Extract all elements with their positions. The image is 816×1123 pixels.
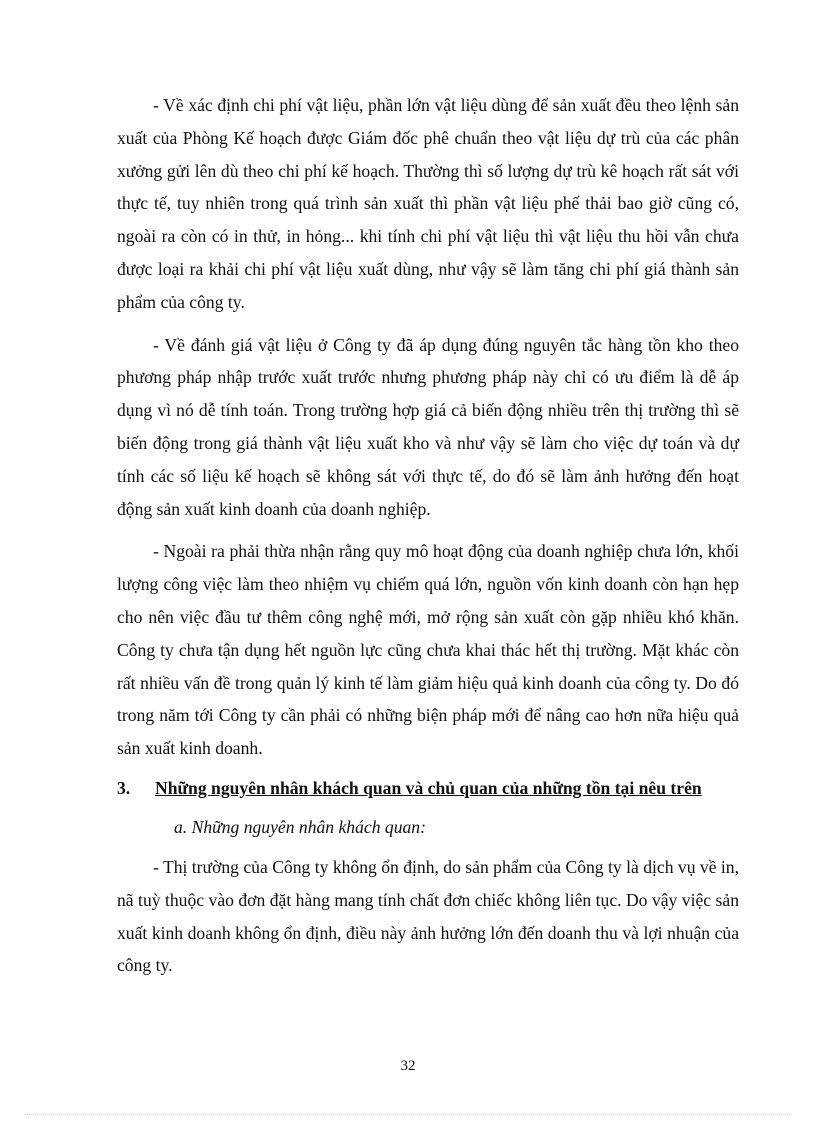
page-border-divider xyxy=(24,1114,792,1115)
paragraph-material-cost: - Về xác định chi phí vật liệu, phần lớn vật liệu dùng để sản xuất đều theo lệnh sản xuất của Phòng Kế hoạch được Giám đốc phê chuẩn theo vật liệu dự trù của các phân xưởng gửi lên dù theo chi phí kế hoạch. Thường thì số lượng dự trù kê hoạch rất sát với thực tế, tuy nhiên trong quá trình sản xuất thì phần vật liệu phế thải bao giờ cũng có, ngoài ra còn có in thử, in hỏng... khi tính chi phí vật liệu thì vật liệu thu hồi vẫn chưa được loại ra khải chi phí vật liệu xuất dùng, như vậy sẽ làm tăng chi phí giá thành sản phẩm của công ty. xyxy=(117,95,739,312)
document-page xyxy=(117,89,739,982)
subheading-objective-causes: a. Những nguyên nhân khách quan: xyxy=(174,816,426,837)
section-heading xyxy=(117,775,739,802)
section-title: Những nguyên nhân khách quan và chủ quan của những tồn tại nêu trên xyxy=(155,777,702,798)
paragraph-market-instability: - Thị trường của Công ty không ổn định, do sản phẩm của Công ty là dịch vụ về in, nã tuỳ thuộc vào đơn đặt hàng mang tính chất đơn chiếc không liên tục. Do vậy việc sản xuất kinh doanh không ổn định, điều này ảnh hưởng lớn đến doanh thu và lợi nhuận của công ty. xyxy=(117,856,739,976)
section-number: 3. xyxy=(117,777,131,798)
page-number: 32 xyxy=(400,1058,416,1074)
paragraph-business-scale: - Ngoài ra phải thừa nhận rằng quy mô hoạt động của doanh nghiệp chưa lớn, khối lượng công việc làm theo nhiệm vụ chiếm quá lớn, nguồn vốn kinh doanh còn hạn hẹp cho nên việc đầu tư thêm công nghệ mới, mở rộng sản xuất còn gặp nhiều khó khăn. Công ty chưa tận dụng hết nguồn lực cũng chưa khai thác hết thị trường. Mặt khác còn rất nhiều vấn đề trong quản lý kinh tế làm giảm hiệu quả kinh doanh của công ty. Do đó trong năm tới Công ty cần phải có những biện pháp mới để nâng cao hơn nữa hiệu quả sản xuất kinh doanh. xyxy=(117,541,739,759)
paragraph-material-valuation: - Về đánh giá vật liệu ở Công ty đã áp dụng đúng nguyên tắc hàng tồn kho theo phương pháp nhập trước xuất trước nhưng phương pháp này chỉ có ưu điểm là dễ áp dụng vì nó dễ tính toán. Trong trường hợp giá cả biến động nhiều trên thị trường thì sẽ biến động trong giá thành vật liệu xuất kho và như vậy sẽ làm cho việc dự toán và dự tính các số liệu kế hoạch sẽ không sát với thực tế, do đó sẽ làm ảnh hưởng đến hoạt động sản xuất kinh doanh của doanh nghiệp. xyxy=(117,334,739,519)
